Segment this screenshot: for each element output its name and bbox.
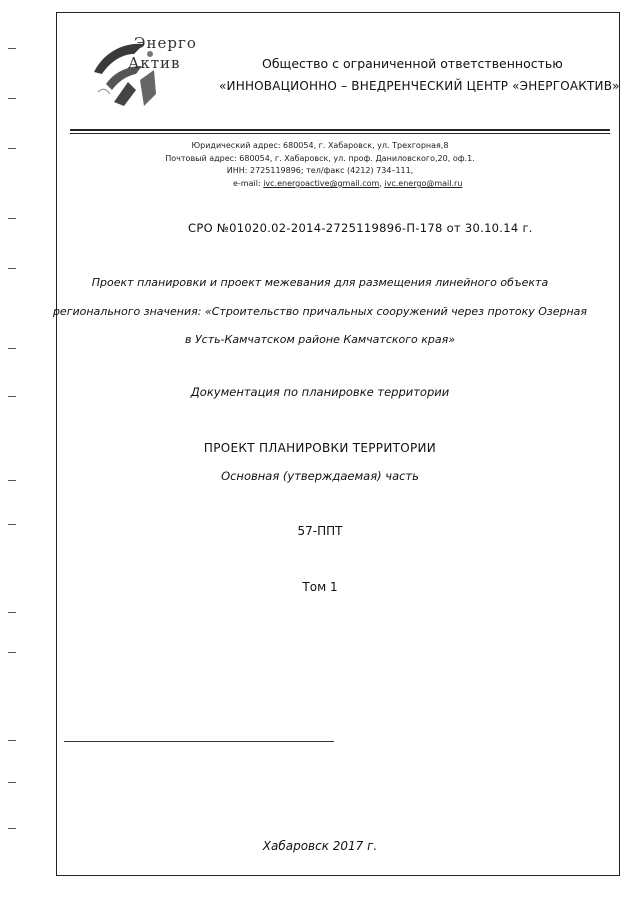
margin-tick xyxy=(8,218,16,219)
margin-tick xyxy=(8,828,16,829)
margin-tick xyxy=(8,740,16,741)
email-separator: , xyxy=(379,179,385,188)
margin-tick xyxy=(8,652,16,653)
margin-tick xyxy=(8,98,16,99)
margin-tick xyxy=(8,48,16,49)
signature-line xyxy=(64,741,334,742)
logo-text-energo: Энерго xyxy=(134,34,197,52)
project-line-3: в Усть-Камчатском районе Камчатского края» xyxy=(184,333,456,346)
project-line-1: Проект планировки и проект межевания для размещения линейного объекта xyxy=(91,276,549,289)
header-divider-top xyxy=(70,129,610,131)
project-line-2: регионального значения: «Строительство причальных сооружений через протоку Озерная xyxy=(52,305,588,318)
header-divider-bottom xyxy=(70,133,610,134)
legal-address: Юридический адрес: 680054, г. Хабаровск, ул. Трехгорная,8 xyxy=(191,141,449,150)
email-link-mailru[interactable]: ivc.energo@mail.ru xyxy=(384,179,463,188)
volume-label: Том 1 xyxy=(302,580,338,594)
logo-text-aktiv: Актив xyxy=(128,54,181,72)
documentation-label: Документация по планировке территории xyxy=(190,385,450,399)
org-name: «ИННОВАЦИОННО – ВНЕДРЕНЧЕСКИЙ ЦЕНТР «ЭНЕРГОАКТИВ» xyxy=(219,79,620,93)
margin-tick xyxy=(8,348,16,349)
postal-address: Почтовый адрес: 680054, г. Хабаровск, ул. проф. Даниловского,20, оф.1. xyxy=(165,154,475,163)
document-code: 57-ППТ xyxy=(297,524,343,538)
email-link-gmail[interactable]: ivc.energoactive@gmail.com xyxy=(263,179,380,188)
margin-tick xyxy=(8,782,16,783)
document-subtitle: Основная (утверждаемая) часть xyxy=(221,469,419,483)
inn-phone: ИНН: 2725119896; тел/факс (4212) 734–111, xyxy=(226,166,414,175)
margin-tick xyxy=(8,268,16,269)
city-year: Хабаровск 2017 г. xyxy=(262,839,378,853)
margin-tick xyxy=(8,612,16,613)
email-label: e-mail: xyxy=(233,179,261,188)
email-line xyxy=(233,179,462,188)
sro-number: СРО №01020.02-2014-2725119896-П-178 от 30.10.14 г. xyxy=(188,221,533,235)
document-title: ПРОЕКТ ПЛАНИРОВКИ ТЕРРИТОРИИ xyxy=(203,441,437,455)
org-type: Общество с ограниченной ответственностью xyxy=(262,56,563,71)
